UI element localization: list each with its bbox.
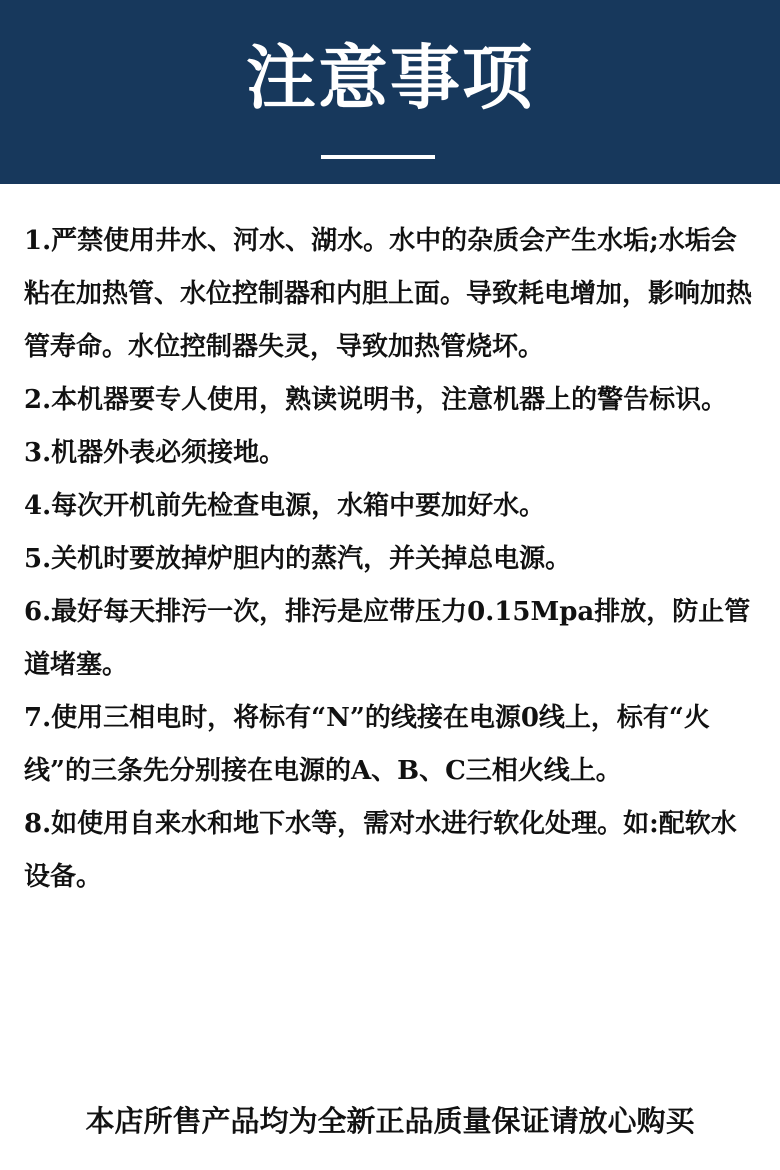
footer-guarantee: 本店所售产品均为全新正品质量保证请放心购买 xyxy=(85,1104,695,1138)
header-banner xyxy=(0,0,780,184)
notice-item-3: 3.机器外表必须接地。 xyxy=(24,438,286,468)
notice-item-7: 7.使用三相电时，将标有“N”的线接在电源0线上，标有“火线”的三条先分别接在电源的A、B、C三相火线上。 xyxy=(24,703,710,786)
notice-item-1: 1.严禁使用井水、河水、湖水。水中的杂质会产生水垢;水垢会粘在加热管、水位控制器和内胆上面。导致耗电增加，影响加热管寿命。水位控制器失灵，导致加热管烧坏。 xyxy=(24,226,753,362)
page-title: 注意事项 xyxy=(246,37,534,119)
notice-item-8: 8.如使用自来水和地下水等，需对水进行软化处理。如:配软水设备。 xyxy=(24,809,737,892)
notice-item-5: 5.关机时要放掉炉胆内的蒸汽，并关掉总电源。 xyxy=(24,544,572,574)
title-underline xyxy=(321,155,435,159)
notice-item-4: 4.每次开机前先检查电源，水箱中要加好水。 xyxy=(24,491,546,521)
notice-list xyxy=(24,215,760,904)
notice-item-2: 2.本机器要专人使用，熟读说明书，注意机器上的警告标识。 xyxy=(24,385,728,415)
notice-item-6: 6.最好每天排污一次，排污是应带压力0.15Mpa排放，防止管道堵塞。 xyxy=(24,597,751,680)
